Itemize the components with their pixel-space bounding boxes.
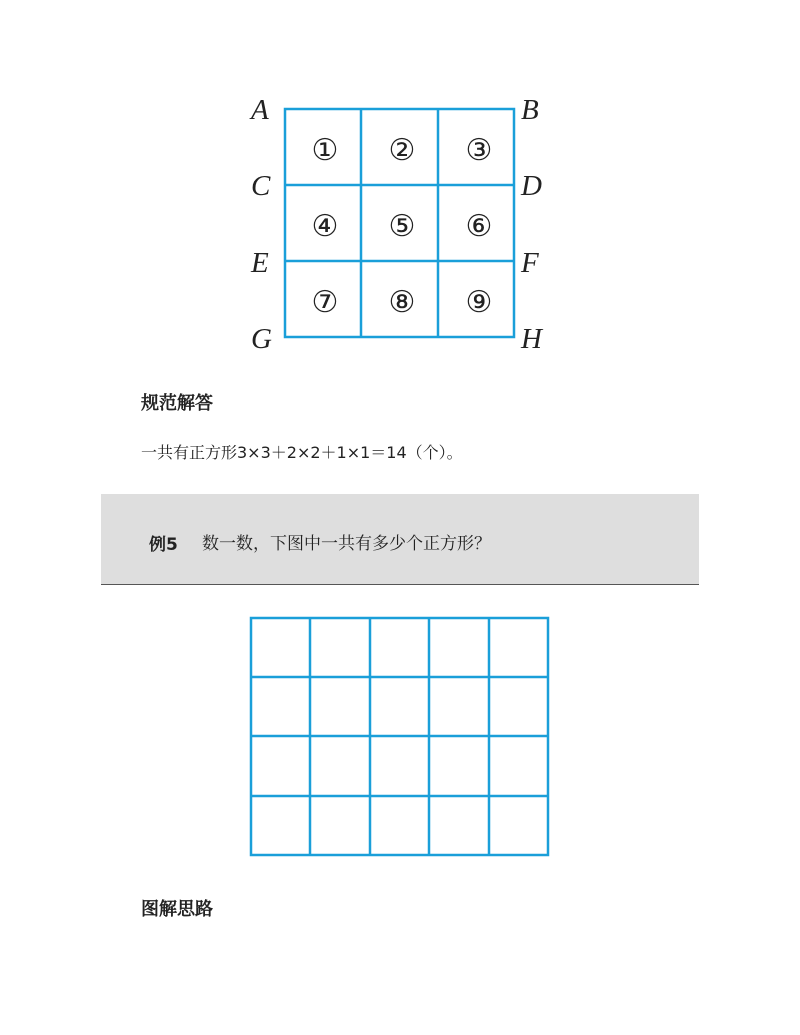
cell-number-6: ⑥ bbox=[465, 209, 493, 244]
hint-heading: 图解思路 bbox=[141, 899, 213, 920]
solution-answer: 一共有正方形3×3＋2×2＋1×1＝14（个）。 bbox=[141, 443, 463, 462]
cell-number-1: ① bbox=[311, 133, 339, 168]
example-tag: 例5 bbox=[149, 535, 178, 555]
cell-number-4: ④ bbox=[311, 209, 339, 244]
cell-number-7: ⑦ bbox=[311, 285, 339, 320]
corner-label-g: G bbox=[251, 323, 272, 355]
corner-label-e: E bbox=[251, 247, 269, 279]
corner-label-f: F bbox=[521, 247, 539, 279]
cell-number-3: ③ bbox=[465, 133, 493, 168]
solution-heading: 规范解答 bbox=[141, 393, 213, 414]
corner-label-a: A bbox=[251, 94, 269, 126]
corner-label-b: B bbox=[521, 94, 539, 126]
corner-label-d: D bbox=[521, 170, 542, 202]
cell-number-8: ⑧ bbox=[388, 285, 416, 320]
corner-label-c: C bbox=[251, 170, 271, 202]
cell-number-2: ② bbox=[388, 133, 416, 168]
corner-label-h: H bbox=[521, 323, 542, 355]
example-question: 数一数，下图中一共有多少个正方形？ bbox=[202, 534, 491, 554]
cell-number-5: ⑤ bbox=[388, 209, 416, 244]
cell-number-9: ⑨ bbox=[465, 285, 493, 320]
